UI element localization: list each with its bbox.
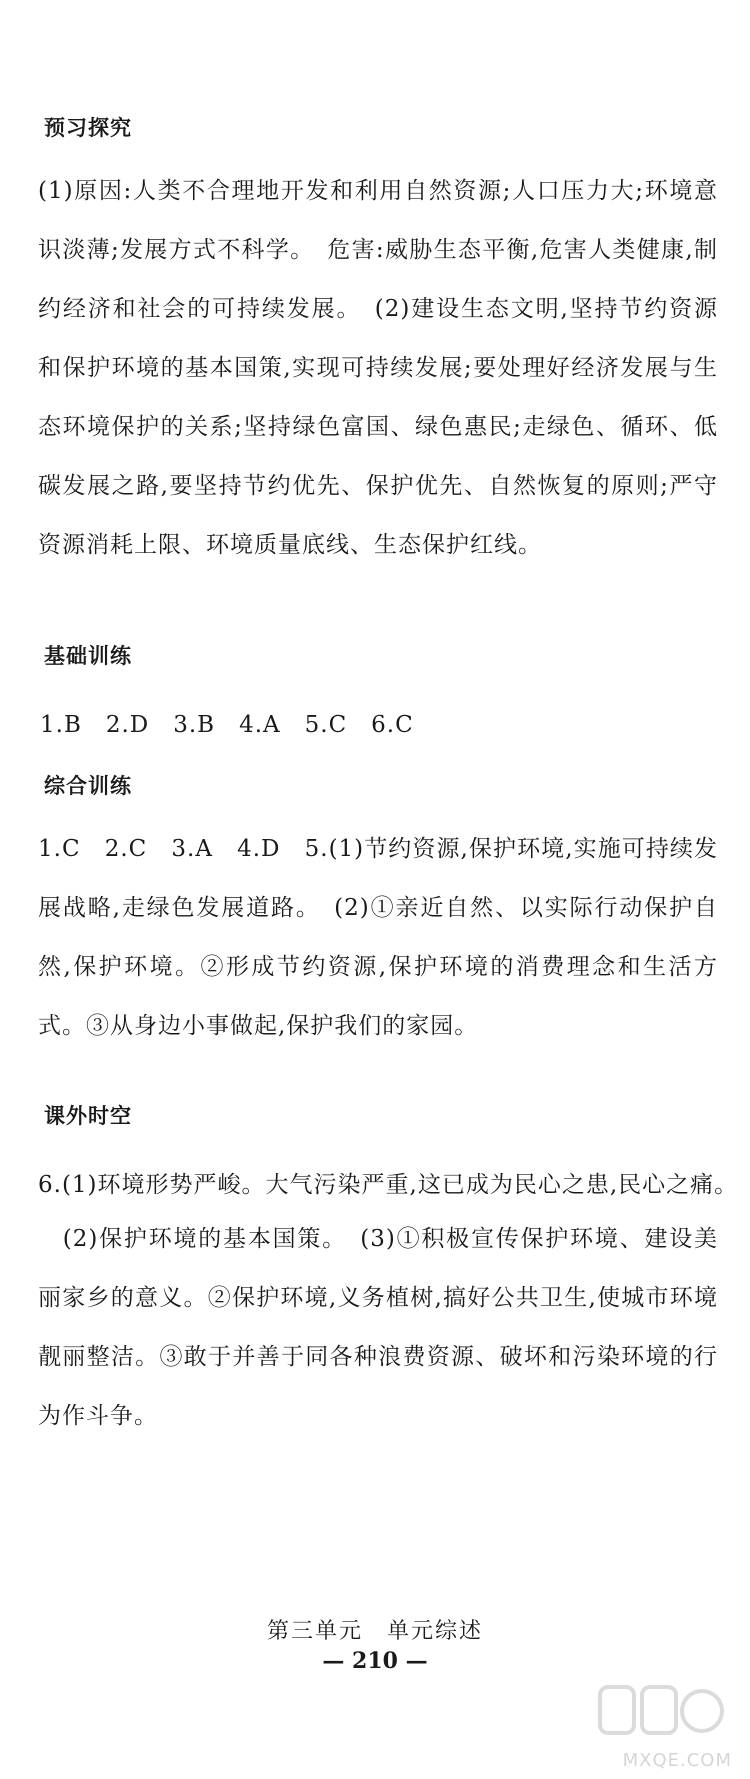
extracurricular-answer-text: (2)保护环境的基本国策。 (3)①积极宣传保护环境、建设美丽家乡的意义。②保护环境,义务植树,搞好公共卫生,使城市环境靓丽整洁。③敢于并善于同各种浪费资源、破坏和污染环境的行为作斗争。 [38,1226,718,1429]
watermark [582,1681,732,1771]
section-heading-extracurricular: 课外时空 [44,1104,132,1128]
preview-answer-text: (1)原因:人类不合理地开发和利用自然资源;人口压力大;环境意识淡薄;发展方式不科学。 危害:威胁生态平衡,危害人类健康,制约经济和社会的可持续发展。 (2)建设生态文明,坚持节约资源和保护环境的基本国策,实现可持续发展;要处理好经济发展与生态环境保护的关系;坚持绿色富国、绿色惠民;走绿色、循环、低碳发展之路,要坚持节约优先、保护优先、自然恢复的原则;严守资源消耗上限、环境质量底线、生态保护红线。 [38,178,718,558]
watermark-logo-icon [596,1681,726,1743]
watermark-text: MXQE.COM [622,1750,732,1771]
comprehensive-answer-text: 1.C 2.C 3.A 4.D 5.(1)节约资源,保护环境,实施可持续发展战略,走绿色发展道路。 (2)①亲近自然、以实际行动保护自然,保护环境。②形成节约资源,保护环境的消费理念和生活方式。③从身边小事做起,保护我们的家园。 [38,836,718,1039]
section-heading-preview: 预习探究 [44,116,132,140]
unit-title: 第三单元 单元综述 [266,1619,483,1644]
basic-answers: 1.B 2.D 3.B 4.A 5.C 6.C [40,712,414,738]
section-heading-basic: 基础训练 [44,644,132,668]
extracurricular-answer-line-1: 6.(1)环境形势严峻。大气污染严重,这已成为民心之患,民心之痛。 [38,1172,739,1198]
page-number: — 210 — [322,1648,428,1674]
section-heading-comprehensive: 综合训练 [44,774,132,798]
